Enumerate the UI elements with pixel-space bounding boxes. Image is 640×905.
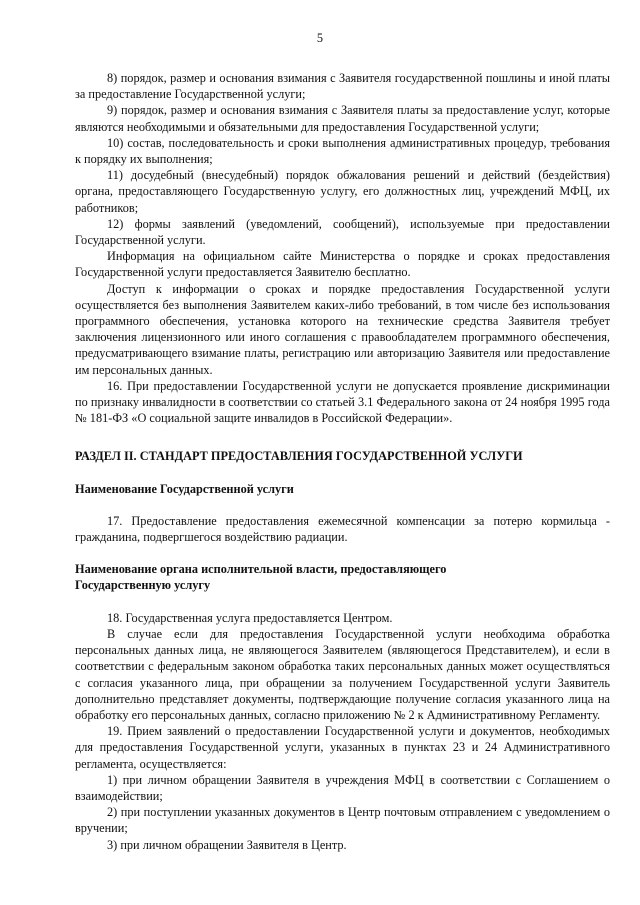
paragraph-18: 18. Государственная услуга предоставляется Центром. bbox=[107, 610, 393, 625]
paragraph-19-item-3: 3) при личном обращении Заявителя в Центр. bbox=[107, 837, 347, 852]
subheading-service-name: Наименование Государственной услуги bbox=[75, 481, 294, 496]
page-number: 5 bbox=[316, 31, 324, 45]
paragraph-item-9: 9) порядок, размер и основания взимания с Заявителя платы за предоставление услуг, которые являются необходимыми и обязательными для предоставления Государственной услуги; bbox=[75, 103, 610, 134]
subheading-authority-line1: Наименование органа исполнительной власти, предоставляющего bbox=[75, 562, 447, 577]
paragraph-17: 17. Предоставление предоставления ежемесячной компенсации за потерю кормильца - гражданина, подвергшегося воздействию радиации. bbox=[75, 513, 610, 545]
paragraph-personal-data: В случае если для предоставления Государственной услуги необходима обработка персональных данных лица, не являющегося Заявителем (являющегося Представителем), и если в соответствии с федеральным законом обработка таких персональных данных может осуществляться с согласия указанного лица, при обращении за получением Государственной услуги Заявитель дополнительно представляет документы, подтверждающие получение согласия указанного лица на обработку его персональных данных, согласно приложению № 2 к Административному Регламенту. bbox=[75, 626, 610, 722]
paragraph-19-item-1: 1) при личном обращении Заявителя в учреждения МФЦ в соответствии с Соглашением о взаимодействии; bbox=[75, 772, 610, 803]
paragraph-item-11: 11) досудебный (внесудебный) порядок обжалования решений и действий (бездействия) органа, предоставляющего Государственную услугу, его должностных лиц, учреждений МФЦ, их работников; bbox=[75, 168, 610, 215]
subheading-authority-line2: Государственную услугу bbox=[75, 578, 211, 593]
section-title: РАЗДЕЛ II. СТАНДАРТ ПРЕДОСТАВЛЕНИЯ ГОСУДАРСТВЕННОЙ УСЛУГИ bbox=[75, 449, 523, 464]
paragraph-item-8: 8) порядок, размер и основания взимания с Заявителя государственной пошлины и иной платы за предоставление Государственной услуги; bbox=[75, 71, 610, 102]
paragraph-19: 19. Прием заявлений о предоставлении Государственной услуги и документов, необходимых для предоставления Государственной услуги, указанных в пунктах 23 и 24 Административного регламента, осуществляется: bbox=[75, 724, 610, 771]
paragraph-info-site: Информация на официальном сайте Министерства о порядке и сроках предоставления Государственной услуги предоставляется Заявителю бесплатно. bbox=[75, 249, 610, 280]
paragraph-item-10: 10) состав, последовательность и сроки выполнения административных процедур, требования к порядку их выполнения; bbox=[75, 135, 610, 167]
paragraph-16: 16. При предоставлении Государственной услуги не допускается проявление дискриминации по признаку инвалидности в соответствии со статьей 3.1 Федерального закона от 24 ноября 1995 года № 181-ФЗ «О социальной защите инвалидов в Российской Федерации». bbox=[75, 378, 610, 426]
document-body bbox=[75, 70, 610, 853]
paragraph-item-12: 12) формы заявлений (уведомлений, сообщений), используемые при предоставлении Государственной услуги. bbox=[75, 216, 610, 248]
paragraph-access: Доступ к информации о сроках и порядке предоставления Государственной услуги осуществляется без выполнения Заявителем каких-либо требований, в том числе без использования программного обеспечения, установка которого на технические средства Заявителя требует заключения лицензионного или иного соглашения с правообладателем программного обеспечения, предусматривающего взимание платы, регистрацию или авторизацию Заявителя или предоставление им персональных данных. bbox=[75, 281, 610, 377]
paragraph-19-item-2: 2) при поступлении указанных документов в Центр почтовым отправлением с уведомлением о вручении; bbox=[75, 805, 610, 836]
